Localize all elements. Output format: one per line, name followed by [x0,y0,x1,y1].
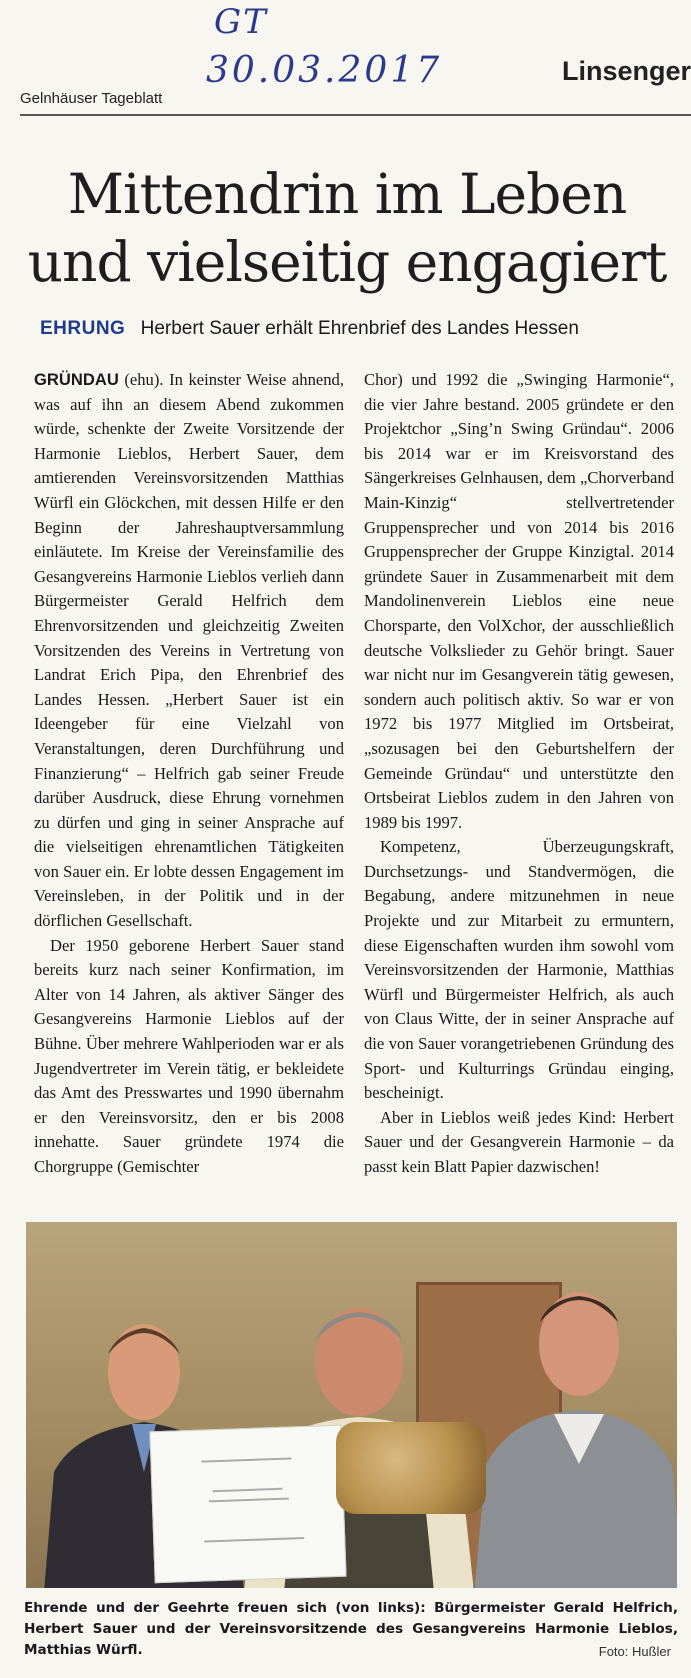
article-photo [26,1222,677,1588]
person-wuerfl [474,1264,677,1588]
article-column-2 [364,368,674,1198]
photo-caption: Ehrende und der Geehrte freuen sich (von links): Bürgermeister Gerald Helfrich, Herbert Sauer und der Vereinsvorsitzende des Gesangvereins Harmonie Lieblos, Matthias Würfl. [24,1600,678,1658]
paragraph: Aber in Lieblos weiß jedes Kind: Herbert Sauer und der Gesangverein Harmonie – da passt kein Blatt Papier dazwischen! [364,1107,674,1176]
gift-basket [336,1422,486,1514]
handwritten-date: 30.03.2017 [206,50,443,91]
article-body [34,368,674,1198]
paragraph: Chor) und 1992 die „Swinging Harmonie“, die vier Jahre bestand. 2005 gründete er den Projektchor „Sing’n Swing Gründau“. 2006 bis 2014 war er im Kreisvorstand des Sängerkreises Gelnhausen, dem „Chorverband Main-Kinzig“ stellvertretender Gruppensprecher und von 2014 bis 2016 Gruppensprecher der Gruppe Kinzigtal. 2014 gründete Sauer in Zusammenarbeit mit dem Mandolinenverein Lieblos eine neue Chorsparte, den VolXchor, der ausschließlich deutsche Volkslieder zu Gehör bringt. Sauer war nicht nur im Gesangverein tätig gewesen, sondern auch politisch aktiv. So war er von 1972 bis 1977 Mitglied im Ortsbeirat, „sozusagen bei den Geburtshelfern der Gemeinde Gründau“ und unterstützte den Ortsbeirat Lieblos zudem in den Jahren von 1989 bis 1997. [364,370,674,832]
subheadline: Herbert Sauer erhält Ehrenbrief des Landes Hessen [140,318,579,339]
paragraph-text: (ehu). In keinster Weise ahnend, was auf ihn an diesem Abend zukommen würde, schenkte der Zweite Vorsitzende der Harmonie Lieblos, Herbert Sauer, dem amtierenden Vereinsvorsitzenden Matthias Würfl ein Glöckchen, mit dessen Hilfe er den Beginn der Jahreshauptversammlung einläutete. Im Kreise der Vereinsfamilie des Gesangvereins Harmonie Lieblos verlieh dann Bürgermeister Gerald Helfrich dem Ehrenvorsitzenden und gleichzeitig Zweiten Vorsitzenden des Vereins in Vertretung von Landrat Erich Pipa, den Ehrenbrief des Landes Hessen. „Herbert Sauer ist ein Ideengeber für eine Vielzahl von Veranstaltungen, deren Durchführung und Finanzierung“ – Helfrich gab seiner Freude darüber Ausdruck, diese Ehrung vornehmen zu dürfen und ging in seiner Ansprache auf die vielseitigen ehrenamtlichen Tätigkeiten von Sauer ein. Er lobte dessen Engagement im Vereinsleben, in der Politik und in der dörflichen Gesellschaft. [34,370,344,931]
headline [22,160,672,296]
handwritten-gt-note: GT [214,2,268,42]
section-name: Linsenger [561,56,691,86]
paragraph: Der 1950 geborene Herbert Sauer stand bereits kurz nach seiner Konfirmation, im Alter von 14 Jahren, als aktiver Sänger des Gesangvereins Harmonie Lieblos auf der Bühne. Über mehrere Wahlperioden war er als Jugendvertreter im Verein tätig, er bekleidete das Amt des Presswartes und 1990 übernahm er den Vereinsvorsitz, den er bis 2008 innehatte. Sauer gründete 1974 die Chorgruppe (Gemischter [34,935,344,1176]
kicker: EHRUNG [40,318,126,339]
photo-credit: Foto: Hußler [598,1644,671,1659]
paragraph [34,368,344,934]
publication-name: Gelnhäuser Tageblatt [20,90,163,107]
paragraph: Kompetenz, Überzeugungskraft, Durchsetzungs- und Standvermögen, die Begabung, andere mitzunehmen in neue Projekte und zur Mitarbeit zu ermuntern, diese Eigenschaften wurden ihm sowohl vom Vereinsvorsitzenden der Harmonie, Matthias Würfl und Bürgermeister Helfrich, als auch von Claus Witte, der in seiner Ansprache auf die von Sauer vorangetriebenen Gründung des Sport- und Kulturrings Gründau einging, bescheinigt. [364,837,674,1103]
article-column-1 [34,368,344,1198]
kicker-row [40,318,579,340]
dateline: GRÜNDAU [34,370,119,389]
headline-line-2: und vielseitig engagiert [27,230,667,294]
masthead-rule [20,114,691,116]
certificate-document [149,1425,346,1584]
headline-line-1: Mittendrin im Leben [67,162,627,226]
